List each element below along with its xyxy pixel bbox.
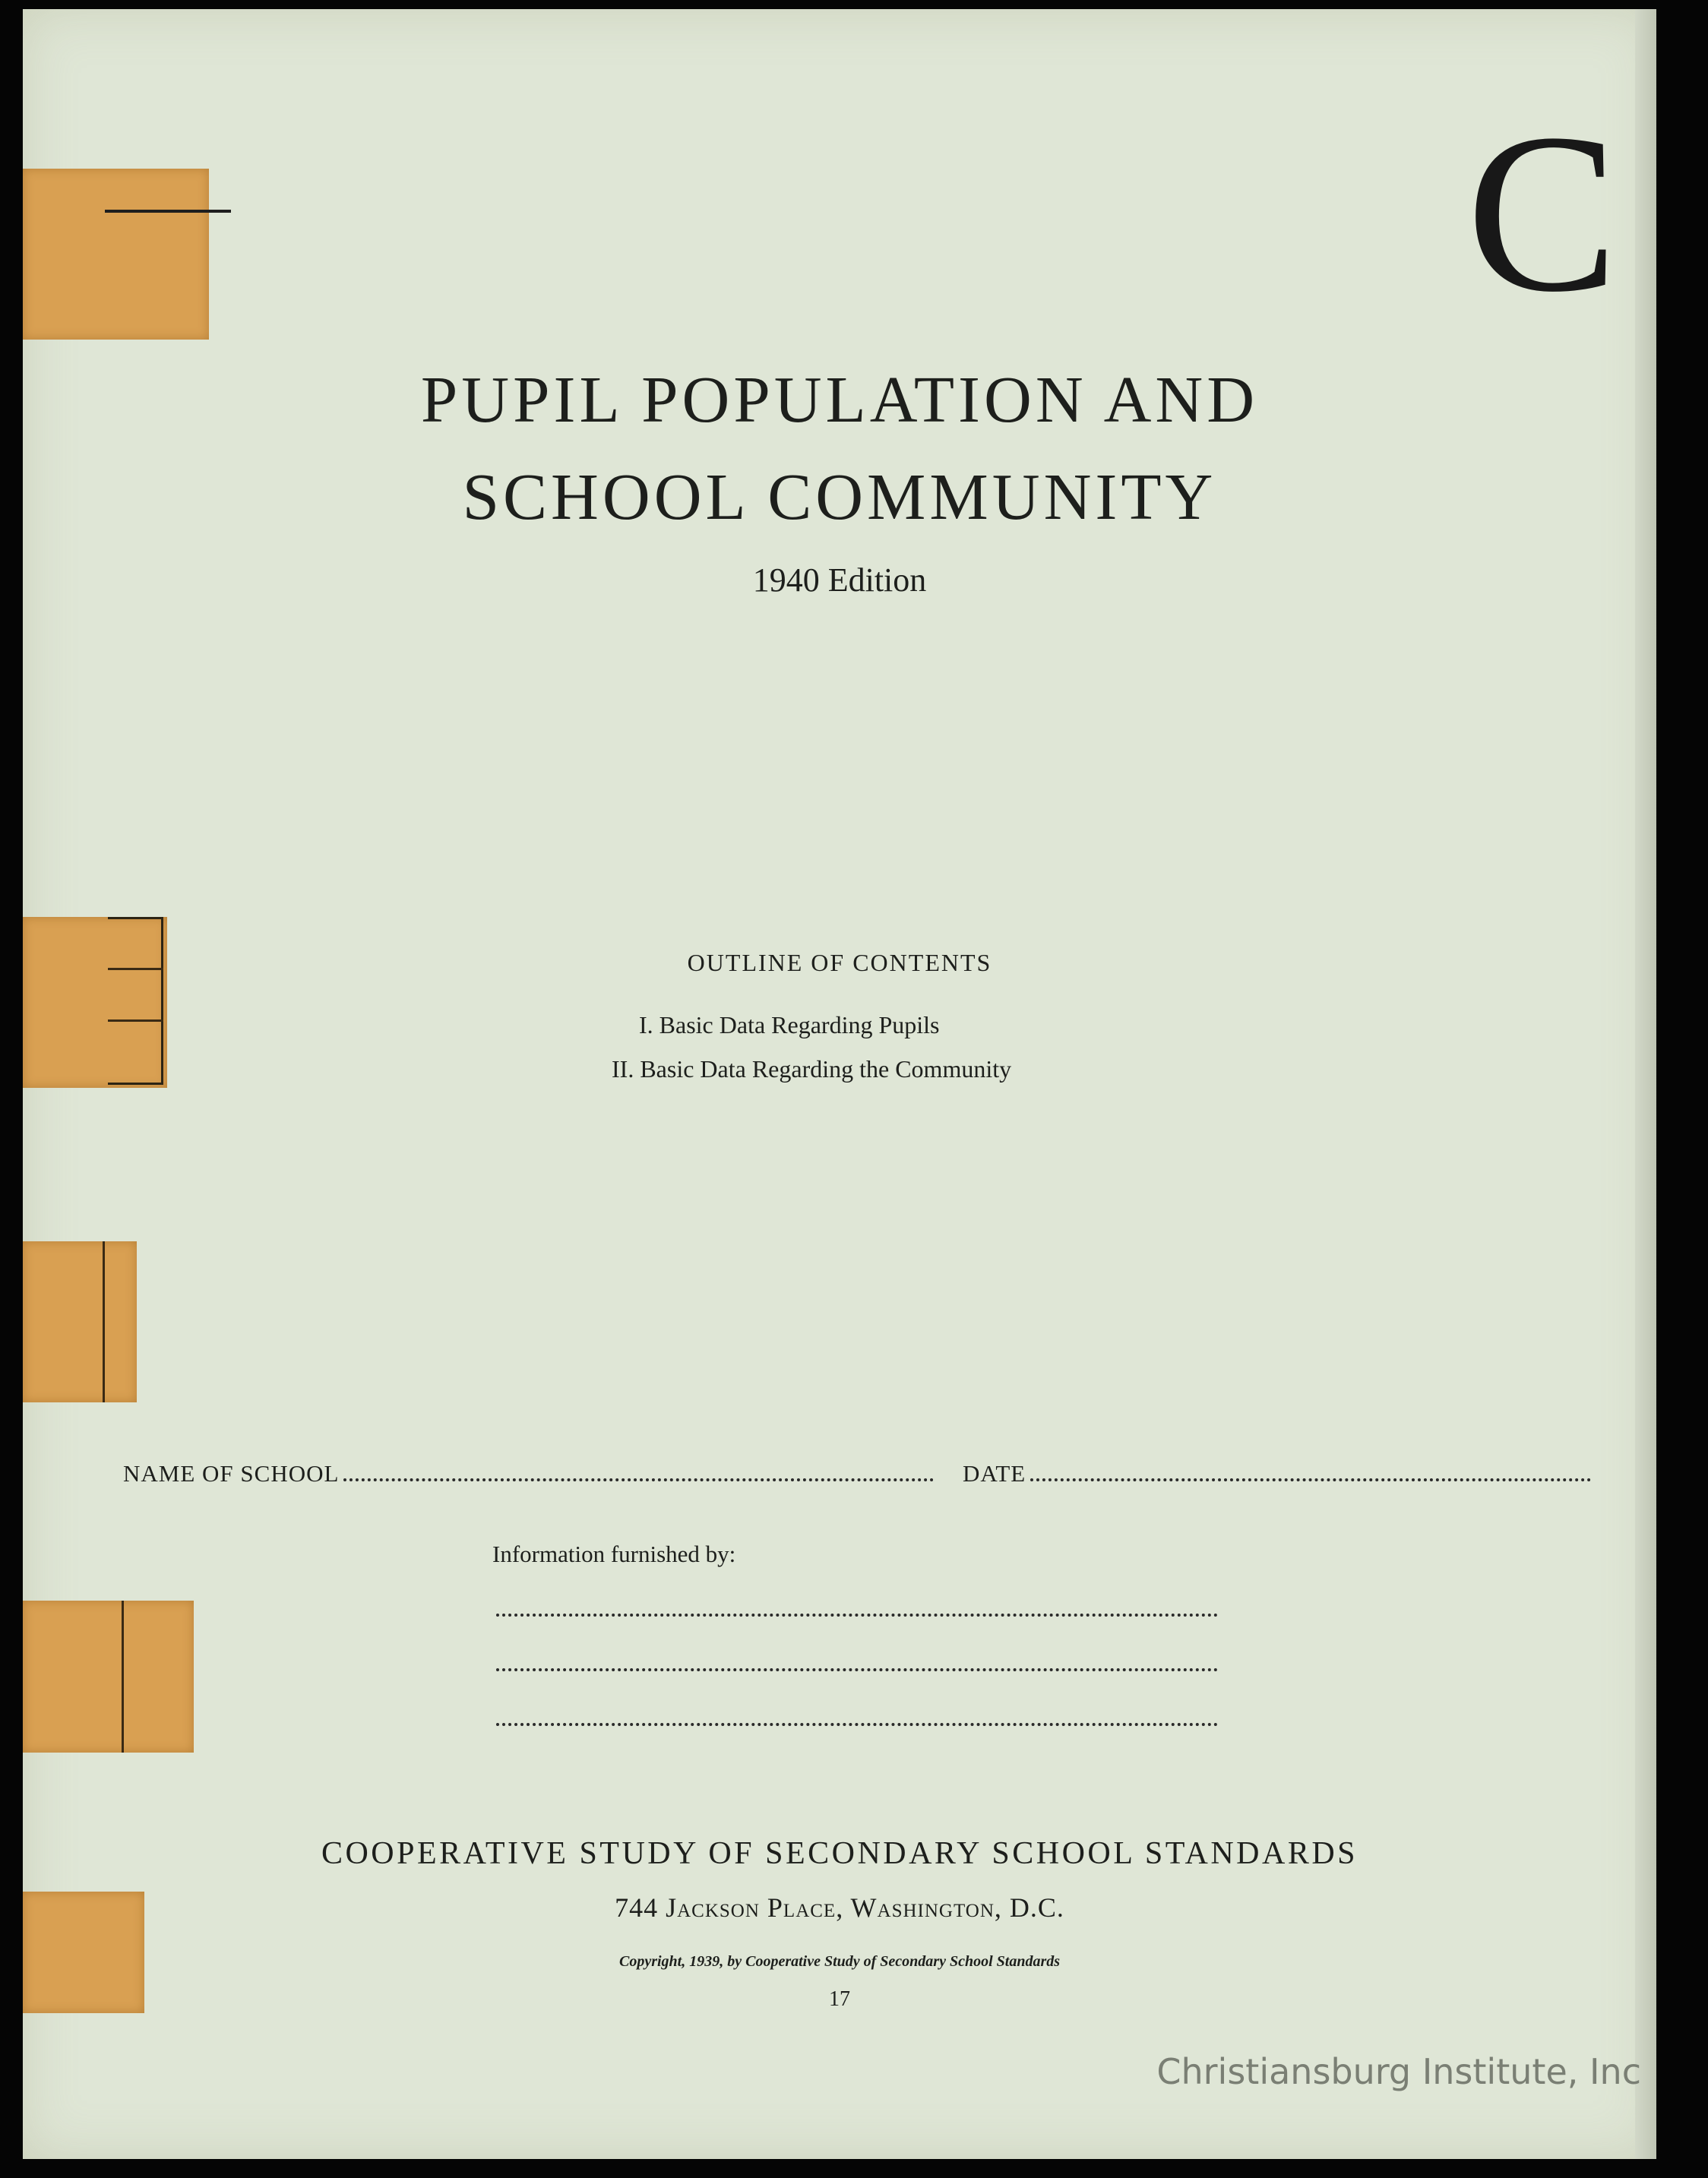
date-field[interactable] [1030, 1478, 1591, 1481]
school-name-field[interactable] [343, 1478, 934, 1481]
edition-label: 1940 Edition [752, 561, 927, 599]
school-date-row [123, 1460, 1597, 1487]
outline-item: I. Basic Data Regarding Pupils [639, 1011, 940, 1038]
furnished-by-field[interactable] [496, 1723, 1218, 1726]
binding-tape [23, 1241, 137, 1402]
binding-tape [23, 1601, 194, 1753]
tape-form-lines [108, 1019, 163, 1022]
watermark: Christiansburg Institute, Inc [1156, 2051, 1641, 2092]
date-label: DATE [963, 1460, 1026, 1487]
section-letter: C [1466, 87, 1619, 339]
furnished-by-field[interactable] [496, 1614, 1218, 1617]
tape-form-lines [103, 1241, 105, 1402]
outline-list [612, 1003, 1011, 1091]
tape-form-lines [108, 917, 163, 1085]
page-number: 17 [829, 1987, 850, 2011]
furnished-by-label: Information furnished by: [492, 1541, 736, 1567]
outline-item: II. Basic Data Regarding the Community [612, 1055, 1012, 1083]
document-page [23, 9, 1656, 2159]
document-title: PUPIL POPULATION AND [420, 362, 1259, 436]
publisher-address: 744 Jackson Place, Washington, D.C. [615, 1892, 1064, 1923]
document-title: SCHOOL COMMUNITY [462, 460, 1217, 533]
show-through-texture [23, 298, 1656, 328]
publisher-name: COOPERATIVE STUDY OF SECONDARY SCHOOL STANDARDS [321, 1836, 1358, 1871]
tab-mark [105, 210, 231, 213]
copyright-notice: Copyright, 1939, by Cooperative Study of Secondary School Standards [618, 1953, 1061, 1970]
furnished-by-field[interactable] [496, 1668, 1218, 1671]
tape-form-lines [122, 1601, 124, 1753]
school-name-label: NAME OF SCHOOL [123, 1460, 340, 1487]
binding-tape [23, 169, 209, 340]
outline-heading: OUTLINE OF CONTENTS [687, 949, 992, 976]
